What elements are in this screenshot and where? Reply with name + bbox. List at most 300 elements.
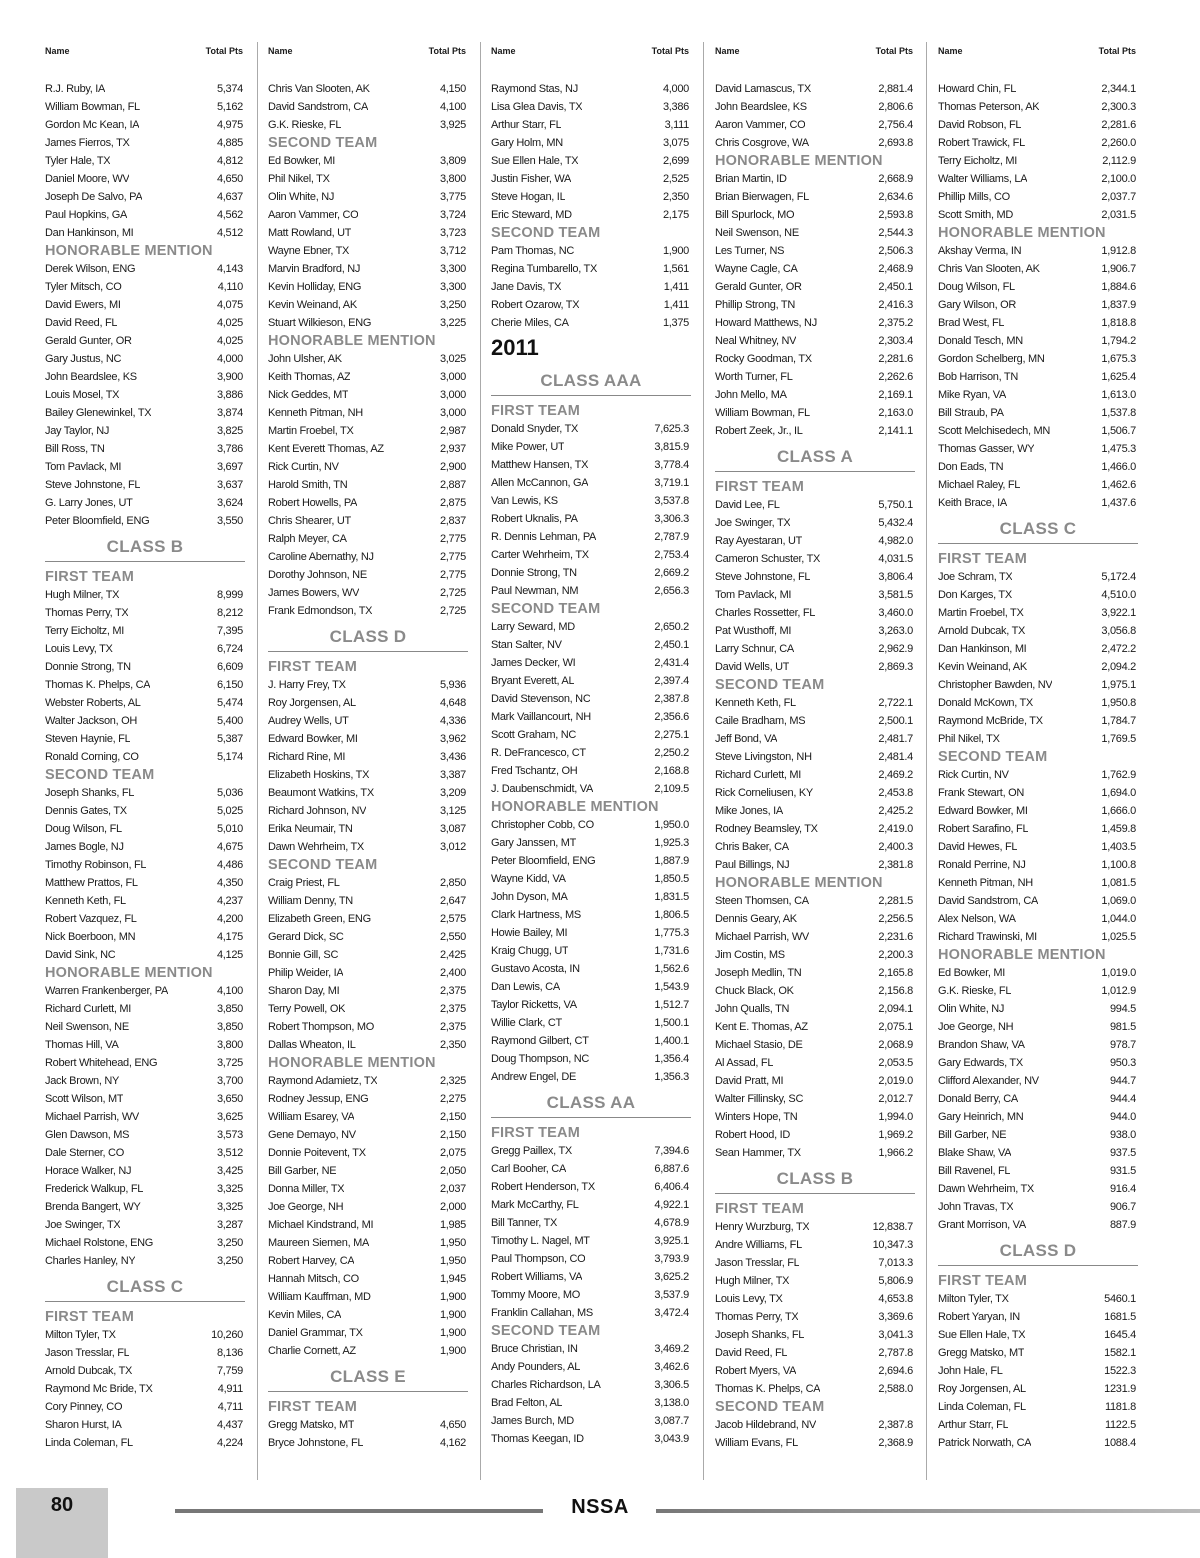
shooter-name: Milton Tyler, TX (45, 1329, 116, 1341)
total-points: 3,075 (662, 137, 689, 149)
shooter-name: Neil Swenson, NE (45, 1021, 129, 1033)
total-points: 4,486 (216, 859, 243, 871)
total-pts-header: Total Pts (651, 46, 689, 56)
shooter-name: Robert Uknalis, PA (491, 513, 578, 525)
total-points: 2,169.1 (878, 389, 913, 401)
result-row (268, 1252, 468, 1270)
total-points: 4,150 (439, 83, 466, 95)
total-points: 2,350 (439, 1039, 466, 1051)
total-points: 2,400 (439, 967, 466, 979)
result-row (45, 368, 245, 386)
shooter-name: Sharon Hurst, IA (45, 1419, 122, 1431)
result-row (715, 206, 915, 224)
shooter-name: Charles Rossetter, FL (715, 607, 816, 619)
result-row (938, 422, 1138, 440)
result-row (715, 1308, 915, 1326)
result-row (491, 582, 691, 600)
total-points: 4,650 (216, 173, 243, 185)
shooter-name: David Lamascus, TX (715, 83, 811, 95)
shooter-name: Roy Jorgensen, AL (268, 697, 356, 709)
column-header (45, 42, 245, 60)
result-row (938, 1036, 1138, 1054)
shooter-name: Steven Haynie, FL (45, 733, 131, 745)
shooter-name: Joseph Shanks, FL (715, 1329, 805, 1341)
result-row (491, 1394, 691, 1412)
result-row (491, 780, 691, 798)
result-row (491, 654, 691, 672)
team-heading: SECOND TEAM (491, 1323, 601, 1339)
total-points: 2,000 (439, 1201, 466, 1213)
result-row (715, 712, 915, 730)
result-row (715, 1018, 915, 1036)
shooter-name: Pat Wusthoff, MI (715, 625, 792, 637)
total-points: 2,031.5 (1101, 209, 1136, 221)
shooter-name: Tyler Hale, TX (45, 155, 111, 167)
shooter-name: Peter Bloomfield, ENG (45, 515, 150, 527)
shooter-name: Gustavo Acosta, IN (491, 963, 580, 975)
result-row (938, 676, 1138, 694)
total-points: 5,162 (216, 101, 243, 113)
shooter-name: William Bowman, FL (715, 407, 810, 419)
total-points: 3,806.4 (878, 571, 913, 583)
result-row (938, 170, 1138, 188)
result-row (491, 942, 691, 960)
result-row (268, 982, 468, 1000)
shooter-name: Aaron Vammer, CO (268, 209, 359, 221)
total-points: 3,472.4 (654, 1307, 689, 1319)
shooter-name: Aaron Vammer, CO (715, 119, 806, 131)
total-points: 3,025 (439, 353, 466, 365)
shooter-name: Martin Froebel, TX (268, 425, 354, 437)
shooter-name: Bill Straub, PA (938, 407, 1004, 419)
shooter-name: Brenda Bangert, WY (45, 1201, 141, 1213)
result-row (938, 476, 1138, 494)
result-row (715, 928, 915, 946)
shooter-name: Willie Clark, CT (491, 1017, 562, 1029)
shooter-name: Hugh Milner, TX (45, 589, 120, 601)
result-row (715, 1326, 915, 1344)
result-row (268, 694, 468, 712)
result-row (491, 420, 691, 438)
result-row (45, 820, 245, 838)
total-points: 3,550 (216, 515, 243, 527)
result-row (45, 982, 245, 1000)
total-points: 3,962 (439, 733, 466, 745)
result-row (268, 1342, 468, 1360)
total-points: 950.3 (1109, 1057, 1136, 1069)
shooter-name: Robert Zeek, Jr., IL (715, 425, 803, 437)
shooter-name: William Denny, TN (268, 895, 353, 907)
result-row (45, 278, 245, 296)
total-points: 2,200.3 (878, 949, 913, 961)
result-row (268, 1270, 468, 1288)
result-row (45, 1380, 245, 1398)
total-points: 2,481.4 (878, 751, 913, 763)
result-row (715, 224, 915, 242)
total-points: 1,437.6 (1101, 497, 1136, 509)
result-row (715, 838, 915, 856)
result-row (491, 1050, 691, 1068)
total-points: 2,431.4 (654, 657, 689, 669)
total-points: 2,647 (439, 895, 466, 907)
result-row (938, 730, 1138, 748)
shooter-name: Beaumont Watkins, TX (268, 787, 374, 799)
result-row (491, 1068, 691, 1086)
shooter-name: James Bogle, NJ (45, 841, 124, 853)
total-points: 2,281.6 (1101, 119, 1136, 131)
total-points: 1,806.5 (654, 909, 689, 921)
total-points: 6,150 (216, 679, 243, 691)
column-list (938, 80, 1138, 1452)
shooter-name: Mike Power, UT (491, 441, 565, 453)
shooter-name: Derek Wilson, ENG (45, 263, 136, 275)
result-row (268, 730, 468, 748)
total-points: 2,175 (662, 209, 689, 221)
result-row (45, 1434, 245, 1452)
shooter-name: Joseph De Salvo, PA (45, 191, 143, 203)
shooter-name: Dan Hankinson, MI (938, 643, 1027, 655)
shooter-name: Daniel Moore, WV (45, 173, 130, 185)
result-row (268, 224, 468, 242)
shooter-name: Gregg Matsko, MT (938, 1347, 1025, 1359)
shooter-name: G.K. Rieske, FL (938, 985, 1012, 997)
total-points: 1,069.0 (1101, 895, 1136, 907)
result-row (45, 1126, 245, 1144)
total-points: 2,650.2 (654, 621, 689, 633)
result-row (715, 496, 915, 514)
result-row (45, 116, 245, 134)
total-points: 1,625.4 (1101, 371, 1136, 383)
total-points: 4,350 (216, 877, 243, 889)
result-row (491, 456, 691, 474)
shooter-name: Bryce Johnstone, FL (268, 1437, 364, 1449)
result-row (938, 1434, 1138, 1452)
shooter-name: Keith Brace, IA (938, 497, 1007, 509)
shooter-name: David Ewers, MI (45, 299, 121, 311)
shooter-name: Gerard Dick, SC (268, 931, 344, 943)
result-row (45, 440, 245, 458)
total-points: 2,669.2 (654, 567, 689, 579)
shooter-name: Arthur Starr, FL (491, 119, 562, 131)
result-row (715, 748, 915, 766)
result-row (491, 1142, 691, 1160)
column-header (268, 42, 468, 60)
column-header (938, 42, 1138, 60)
result-row (938, 242, 1138, 260)
result-row (491, 152, 691, 170)
total-points: 5,174 (216, 751, 243, 763)
total-points: 3,250 (439, 299, 466, 311)
result-row (715, 314, 915, 332)
total-points: 1,666.0 (1101, 805, 1136, 817)
result-row (938, 260, 1138, 278)
shooter-name: Carl Booher, CA (491, 1163, 566, 1175)
result-row (45, 1036, 245, 1054)
team-heading: HONORABLE MENTION (715, 875, 883, 891)
result-row (45, 910, 245, 928)
result-row (938, 1072, 1138, 1090)
result-row (938, 278, 1138, 296)
shooter-name: Matt Rowland, UT (268, 227, 352, 239)
shooter-name: Rocky Goodman, TX (715, 353, 812, 365)
shooter-name: Ed Bowker, MI (268, 155, 336, 167)
footer-rule-right (656, 1509, 1200, 1513)
result-row (715, 946, 915, 964)
shooter-name: Taylor Ricketts, VA (491, 999, 577, 1011)
shooter-name: Horace Walker, NJ (45, 1165, 132, 1177)
total-points: 1,100.8 (1101, 859, 1136, 871)
shooter-name: Pam Thomas, NC (491, 245, 575, 257)
total-points: 3,800 (216, 1039, 243, 1051)
class-heading: CLASS B (715, 1164, 915, 1194)
shooter-name: Donnie Poitevent, TX (268, 1147, 366, 1159)
shooter-name: Louis Mosel, TX (45, 389, 120, 401)
shooter-name: Chris Baker, CA (715, 841, 789, 853)
shooter-name: Jim Costin, MS (715, 949, 785, 961)
total-points: 1,081.5 (1101, 877, 1136, 889)
shooter-name: Wayne Cagle, CA (715, 263, 798, 275)
shooter-name: Charlie Cornett, AZ (268, 1345, 356, 1357)
total-points: 3,850 (216, 1021, 243, 1033)
shooter-name: Caroline Abernathy, NJ (268, 551, 374, 563)
total-points: 2,506.3 (878, 245, 913, 257)
result-row (715, 80, 915, 98)
result-row (491, 98, 691, 116)
column-divider (480, 42, 481, 1480)
shooter-name: David Sandstrom, CA (938, 895, 1039, 907)
result-row (45, 928, 245, 946)
total-points: 1645.4 (1104, 1329, 1136, 1341)
shooter-name: Walter Fillinsky, SC (715, 1093, 804, 1105)
shooter-name: Robert Whitehead, ENG (45, 1057, 158, 1069)
result-row (45, 1000, 245, 1018)
total-points: 3,786 (216, 443, 243, 455)
result-row (491, 314, 691, 332)
total-points: 2,141.1 (878, 425, 913, 437)
total-points: 3,624 (216, 497, 243, 509)
shooter-name: Don Karges, TX (938, 589, 1012, 601)
result-row (45, 404, 245, 422)
result-row (268, 1126, 468, 1144)
result-row (45, 1144, 245, 1162)
result-row (268, 368, 468, 386)
result-row (491, 260, 691, 278)
shooter-name: Kenneth Pitman, NH (268, 407, 363, 419)
total-points: 2,725 (439, 605, 466, 617)
result-row (715, 1236, 915, 1254)
result-row (715, 278, 915, 296)
shooter-name: Donald McKown, TX (938, 697, 1033, 709)
shooter-name: Gary Edwards, TX (938, 1057, 1023, 1069)
shooter-name: Jane Davis, TX (491, 281, 562, 293)
shooter-name: Richard Trawinski, MI (938, 931, 1037, 943)
shooter-name: Phil Nikel, TX (268, 173, 330, 185)
result-row (45, 748, 245, 766)
total-points: 1,950.8 (1101, 697, 1136, 709)
class-heading: CLASS B (45, 532, 245, 562)
team-heading: HONORABLE MENTION (268, 333, 436, 349)
column-header (715, 42, 915, 60)
total-points: 4,200 (216, 913, 243, 925)
result-row (938, 98, 1138, 116)
total-points: 2,775 (439, 569, 466, 581)
total-points: 1,462.6 (1101, 479, 1136, 491)
result-row (938, 188, 1138, 206)
shooter-name: Akshay Verma, IN (938, 245, 1022, 257)
result-row (715, 1416, 915, 1434)
total-points: 2,112.9 (1102, 155, 1136, 167)
shooter-name: Howie Bailey, MI (491, 927, 568, 939)
result-row (715, 514, 915, 532)
result-row (715, 368, 915, 386)
total-points: 2,356.6 (654, 711, 689, 723)
result-row (938, 1090, 1138, 1108)
shooter-name: R. DeFrancesco, CT (491, 747, 586, 759)
shooter-name: Howard Chin, FL (938, 83, 1017, 95)
result-row (938, 640, 1138, 658)
shooter-name: Neal Whitney, NV (715, 335, 797, 347)
result-row (715, 766, 915, 784)
total-points: 2,163.0 (878, 407, 913, 419)
result-row (45, 1018, 245, 1036)
shooter-name: Bruce Christian, IN (491, 1343, 578, 1355)
total-points: 2,787.8 (878, 1347, 913, 1359)
shooter-name: Gordon Mc Kean, IA (45, 119, 140, 131)
total-points: 3,087.7 (654, 1415, 689, 1427)
result-row (715, 242, 915, 260)
shooter-name: Wayne Kidd, VA (491, 873, 566, 885)
total-points: 6,406.4 (654, 1181, 689, 1193)
shooter-name: Nick Boerboon, MN (45, 931, 136, 943)
shooter-name: Chris Shearer, UT (268, 515, 351, 527)
result-row (491, 1286, 691, 1304)
result-row (938, 404, 1138, 422)
total-points: 2,588.0 (878, 1383, 913, 1395)
result-row (45, 1054, 245, 1072)
total-points: 2,869.3 (878, 661, 913, 673)
page-number: 80 (50, 1494, 74, 1516)
shooter-name: Stan Salter, NV (491, 639, 562, 651)
total-points: 3,387 (439, 769, 466, 781)
result-row (715, 784, 915, 802)
shooter-name: Robert Harvey, CA (268, 1255, 355, 1267)
shooter-name: Erika Neumair, TN (268, 823, 353, 835)
result-row (268, 1018, 468, 1036)
total-points: 2,375 (439, 985, 466, 997)
result-row (938, 1398, 1138, 1416)
total-points: 2,400.3 (878, 841, 913, 853)
shooter-name: Phillip Strong, TN (715, 299, 795, 311)
total-points: 3,287 (216, 1219, 243, 1231)
total-points: 1088.4 (1104, 1437, 1136, 1449)
shooter-name: Patrick Norwath, CA (938, 1437, 1032, 1449)
total-points: 2,150 (439, 1111, 466, 1123)
shooter-name: Ed Bowker, MI (938, 967, 1006, 979)
result-row (715, 1072, 915, 1090)
total-points: 4,653.8 (878, 1293, 913, 1305)
result-row (268, 910, 468, 928)
total-points: 5,806.9 (878, 1275, 913, 1287)
result-row (491, 1178, 691, 1196)
total-pts-header: Total Pts (428, 46, 466, 56)
result-row (268, 1306, 468, 1324)
result-row (45, 604, 245, 622)
shooter-name: Donald Berry, CA (938, 1093, 1018, 1105)
results-column-3 (491, 42, 691, 1448)
shooter-name: Jeff Bond, VA (715, 733, 778, 745)
result-row (268, 494, 468, 512)
total-points: 2,168.8 (654, 765, 689, 777)
result-row (45, 1398, 245, 1416)
shooter-name: Bailey Glenewinkel, TX (45, 407, 152, 419)
total-points: 1,906.7 (1101, 263, 1136, 275)
shooter-name: Robert Vazquez, FL (45, 913, 137, 925)
total-pts-header: Total Pts (205, 46, 243, 56)
result-row (45, 98, 245, 116)
total-points: 2,050 (439, 1165, 466, 1177)
result-row (268, 422, 468, 440)
total-points: 2,260.0 (1101, 137, 1136, 149)
shooter-name: Sue Ellen Hale, TX (491, 155, 579, 167)
result-row (45, 1326, 245, 1344)
result-row (268, 676, 468, 694)
total-points: 2,962.9 (878, 643, 913, 655)
total-points: 1,375 (662, 317, 689, 329)
total-points: 3,306.3 (654, 513, 689, 525)
total-points: 1,837.9 (1101, 299, 1136, 311)
result-row (715, 856, 915, 874)
result-row (715, 350, 915, 368)
result-row (938, 296, 1138, 314)
total-points: 2,150 (439, 1129, 466, 1141)
total-points: 2,593.8 (878, 209, 913, 221)
result-row (491, 870, 691, 888)
total-points: 2,468.9 (878, 263, 913, 275)
shooter-name: Steen Thomsen, CA (715, 895, 809, 907)
result-row (268, 602, 468, 620)
shooter-name: Walter Williams, LA (938, 173, 1028, 185)
result-row (268, 152, 468, 170)
shooter-name: Robert Henderson, TX (491, 1181, 595, 1193)
result-row (491, 1268, 691, 1286)
result-row (491, 80, 691, 98)
shooter-name: Thomas Hill, VA (45, 1039, 119, 1051)
shooter-name: Daniel Grammar, TX (268, 1327, 363, 1339)
result-row (491, 1412, 691, 1430)
result-row (715, 260, 915, 278)
total-points: 3,012 (439, 841, 466, 853)
result-row (268, 188, 468, 206)
shooter-name: Andrew Engel, DE (491, 1071, 577, 1083)
year-heading: 2011 (491, 335, 539, 360)
total-points: 2,375 (439, 1003, 466, 1015)
shooter-name: G. Larry Jones, UT (45, 497, 133, 509)
result-row (491, 1160, 691, 1178)
shooter-name: Doug Wilson, FL (938, 281, 1015, 293)
result-row (715, 1090, 915, 1108)
result-row (491, 852, 691, 870)
total-points: 4,975 (216, 119, 243, 131)
result-row (715, 134, 915, 152)
shooter-name: Joe George, NH (268, 1201, 344, 1213)
result-row (45, 314, 245, 332)
team-heading: HONORABLE MENTION (938, 947, 1106, 963)
total-points: 3,306.5 (654, 1379, 689, 1391)
shooter-name: Roy Jorgensen, AL (938, 1383, 1026, 1395)
total-points: 7,013.3 (878, 1257, 913, 1269)
total-points: 937.5 (1109, 1147, 1136, 1159)
result-row (491, 762, 691, 780)
